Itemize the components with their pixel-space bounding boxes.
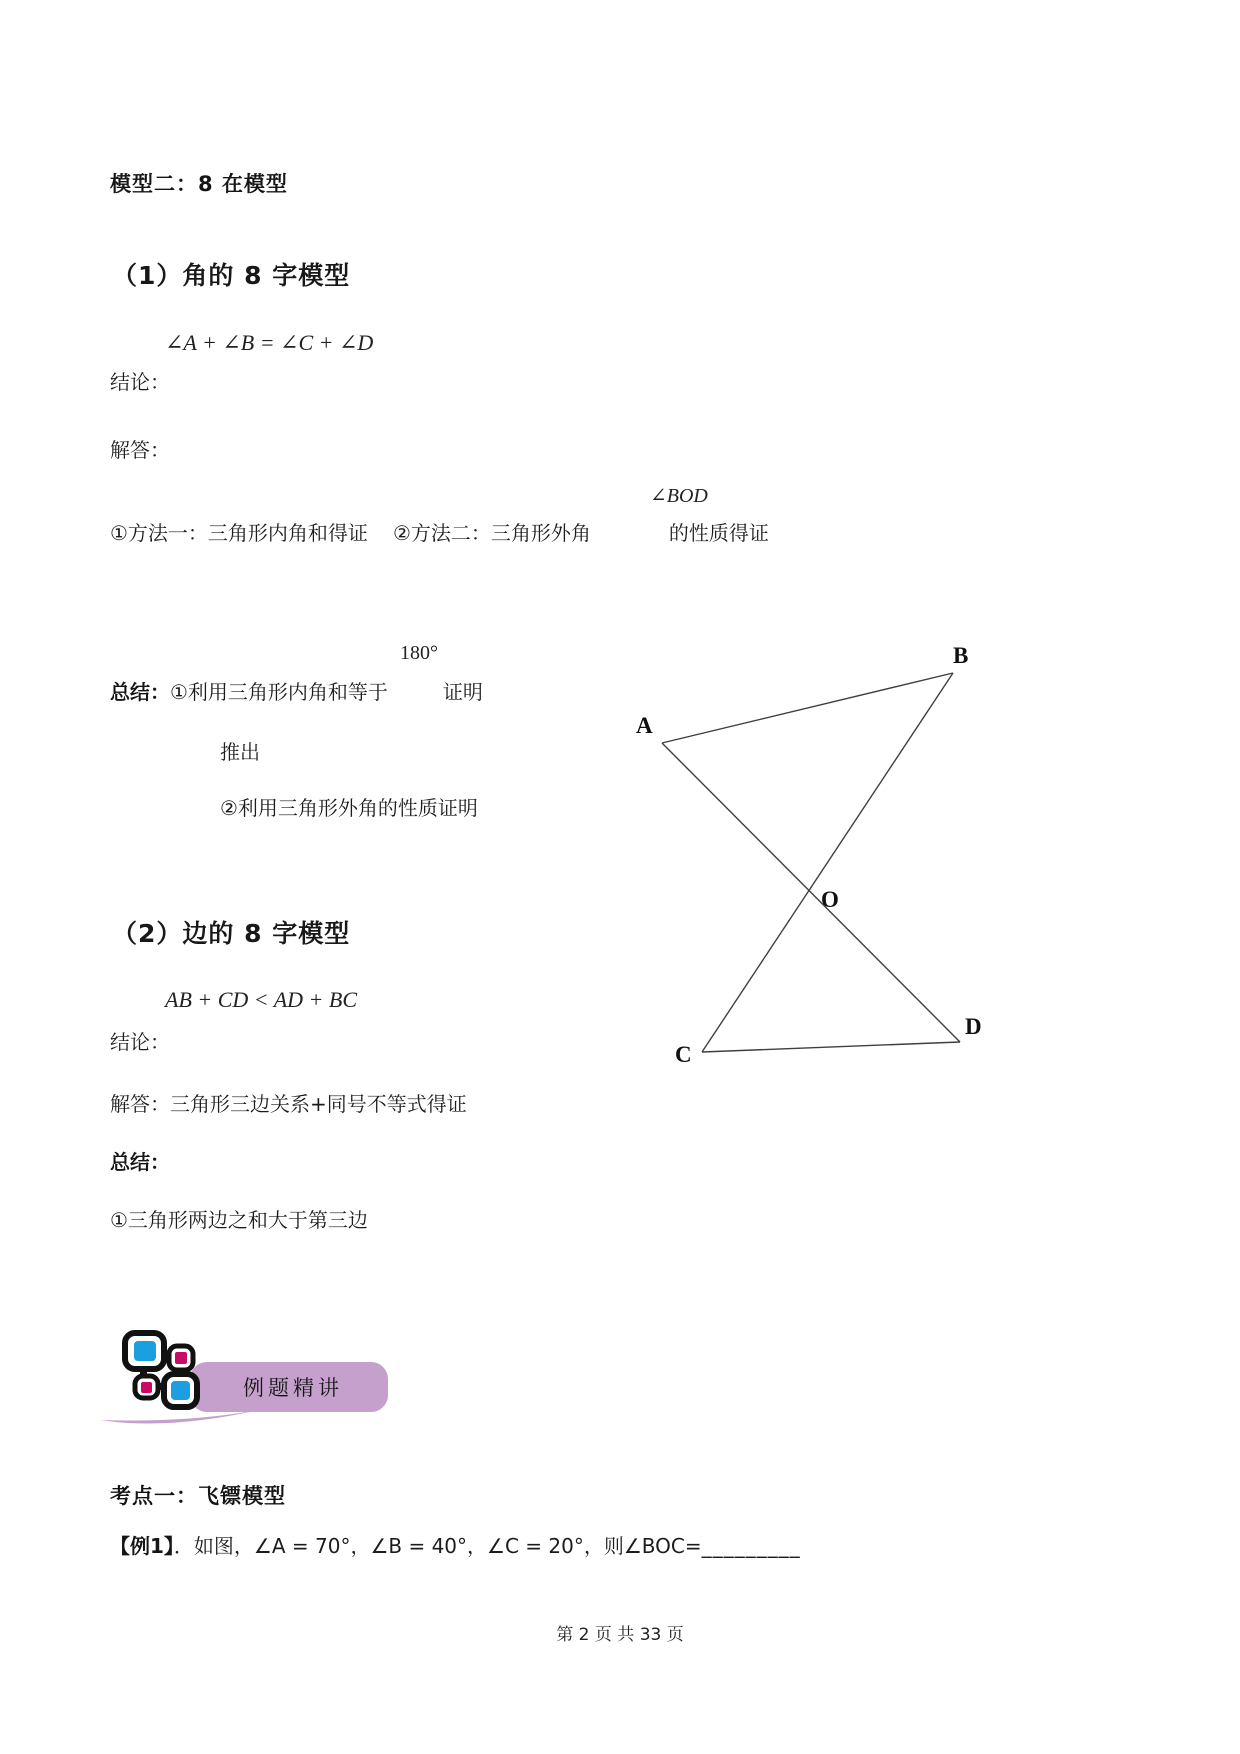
- diagram-label-c: C: [675, 1042, 692, 1067]
- example1-line: [110, 1530, 801, 1559]
- part1-summary2: ②利用三角形外角的性质证明: [220, 796, 478, 820]
- example1-label: 【例1】: [110, 1534, 174, 1558]
- part1-angle-bod: ∠BOD: [650, 485, 708, 507]
- part1-method1: ①方法一：三角形内角和得证: [110, 521, 368, 545]
- diagram-label-a: A: [636, 713, 653, 738]
- diagram-label-d: D: [965, 1014, 982, 1039]
- diagram-label-b: B: [953, 643, 969, 668]
- part1-method2-suffix: 的性质得证: [668, 521, 769, 545]
- part1-summary1-prefix: ①利用三角形内角和等于: [170, 680, 388, 704]
- part2-formula: AB + CD < AD + BC: [165, 987, 358, 1012]
- part1-heading: （1）角的 8 字模型: [112, 261, 351, 290]
- part2-answer: 解答：三角形三边关系+同号不等式得证: [110, 1092, 467, 1116]
- figure8-lines: [662, 673, 960, 1052]
- figure8-diagram: [555, 575, 1000, 1075]
- page-footer: 第 2 页 共 33 页: [556, 1625, 684, 1645]
- section-title: 模型二：8 在模型: [110, 172, 288, 196]
- part2-conclusion-label: 结论：: [110, 1030, 170, 1054]
- part1-method2-prefix: ②方法二：三角形外角: [392, 521, 591, 545]
- part1-summary-label: 总结：: [110, 680, 170, 704]
- part1-deg180: 180°: [400, 642, 438, 664]
- part2-point1: ①三角形两边之和大于第三边: [110, 1208, 368, 1232]
- part1-summary1-suffix: 证明: [442, 680, 483, 704]
- examples-badge: [100, 1325, 410, 1433]
- part1-summary-line: [110, 676, 483, 705]
- part2-heading: （2）边的 8 字模型: [112, 919, 351, 948]
- part1-conclusion-label: 结论：: [110, 370, 170, 394]
- part1-answer-label: 解答：: [110, 438, 170, 462]
- diagram-label-o: O: [821, 887, 839, 912]
- badge-squares-icon: [125, 1333, 197, 1407]
- part2-summary-label: 总结：: [110, 1150, 170, 1174]
- topic1-heading: 考点一：飞镖模型: [110, 1484, 286, 1508]
- example1-blank: _________: [701, 1534, 801, 1558]
- part1-derive: 推出: [220, 740, 260, 764]
- part1-methods-line: [110, 517, 769, 546]
- part1-formula: ∠A + ∠B = ∠C + ∠D: [165, 330, 374, 355]
- example1-text: ．如图，∠A = 70°，∠B = 40°，∠C = 20°，则∠BOC=: [173, 1534, 702, 1558]
- badge-label: 例题精讲: [243, 1376, 343, 1400]
